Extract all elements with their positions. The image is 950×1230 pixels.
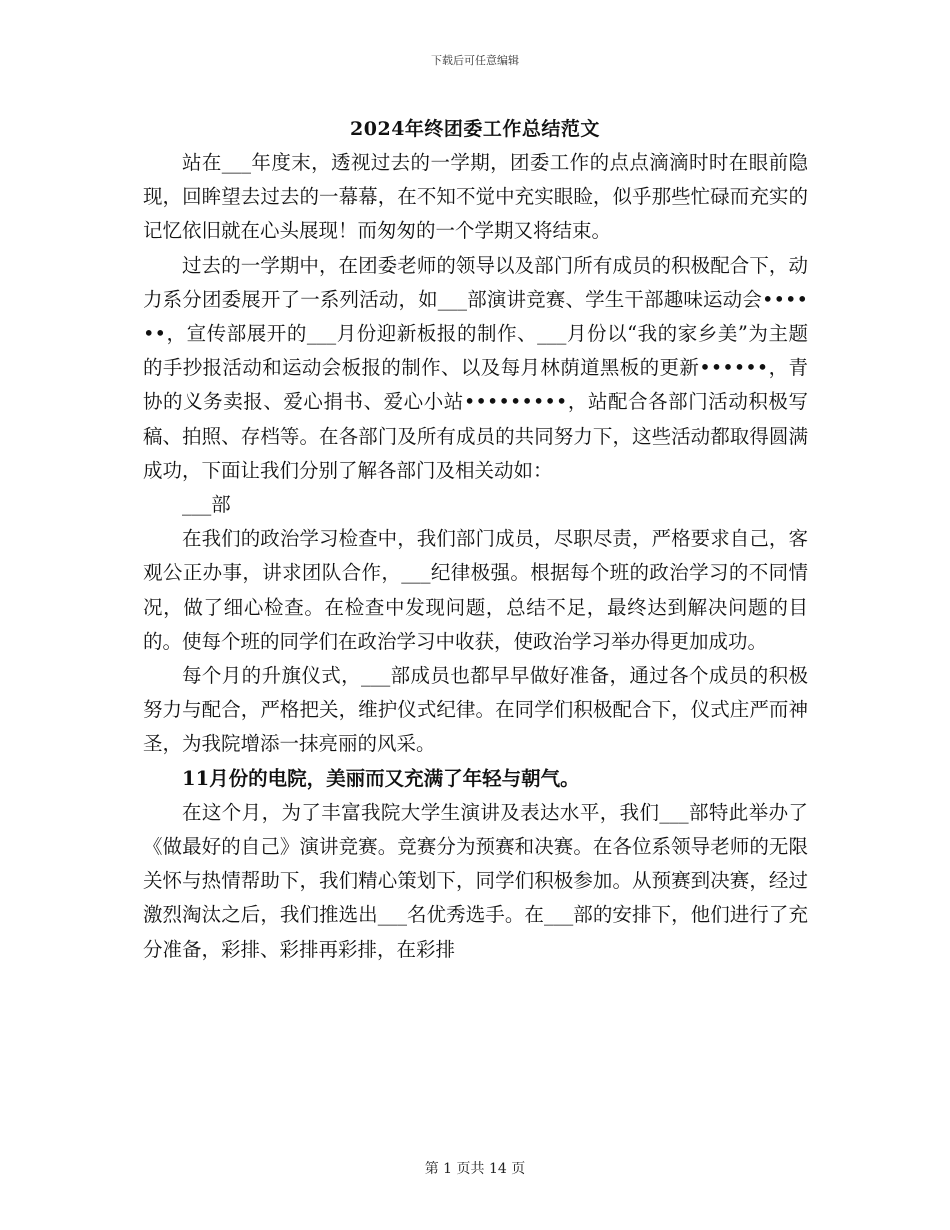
section-heading-department: ___部 (182, 493, 231, 517)
document-title: 2024年终团委工作总结范文 (350, 118, 600, 140)
paragraph-2: 过去的一学期中，在团委老师的领导以及部门所有成员的积极配合下，动力系分团委展开了一系列活动，如___部演讲竞赛、学生干部趣味运动会••••••，宣传部展开的___月份迎新板报的制作、___月份以“我的家乡美”为主题的手抄报活动和运动会板报的制作、以及每月林荫道黑板的更新••••••，青协的义务卖报、爱心捐书、爱心小站•••••••••，站配合各部门活动积极写稿、拍照、存档等。在各部门及所有成员的共同努力下，这些活动都取得圆满成功，下面让我们分别了解各部门及相关动如： (143, 253, 808, 482)
paragraph-4: 每个月的升旗仪式，___部成员也都早早做好准备，通过各个成员的积极努力与配合，严格把关，维护仪式纪律。在同学们积极配合下，仪式庄严而神圣，为我院增添一抹亮丽的风采。 (143, 664, 808, 756)
document-body (143, 146, 808, 967)
paragraph-1: 站在___年度末，透视过去的一学期，团委工作的点点滴滴时时在眼前隐现，回眸望去过去的一幕幕，在不知不觉中充实眼睑，似乎那些忙碌而充实的记忆依旧就在心头展现！而匆匆的一个学期又将结束。 (143, 151, 808, 243)
header-note: 下载后可任意编辑 (431, 54, 519, 67)
section-heading-november: 11月份的电院，美丽而又充满了年轻与朝气。 (182, 766, 580, 790)
paragraph-5: 在这个月，为了丰富我院大学生演讲及表达水平，我们___部特此举办了《做最好的自己》演讲竞赛。竞赛分为预赛和决赛。在各位系领导老师的无限关怀与热情帮助下，我们精心策划下，同学们积极参加。从预赛到决赛，经过激烈淘汰之后，我们推选出___名优秀选手。在___部的安排下，他们进行了充分准备，彩排、彩排再彩排，在彩排 (143, 800, 808, 961)
paragraph-3: 在我们的政治学习检查中，我们部门成员，尽职尽责，严格要求自己，客观公正办事，讲求团队合作，___纪律极强。根据每个班的政治学习的不同情况，做了细心检查。在检查中发现问题，总结不足，最终达到解决问题的目的。使每个班的同学们在政治学习中收获，使政治学习举办得更加成功。 (143, 527, 808, 653)
page-footer: 第 1 页共 14 页 (424, 1161, 526, 1177)
